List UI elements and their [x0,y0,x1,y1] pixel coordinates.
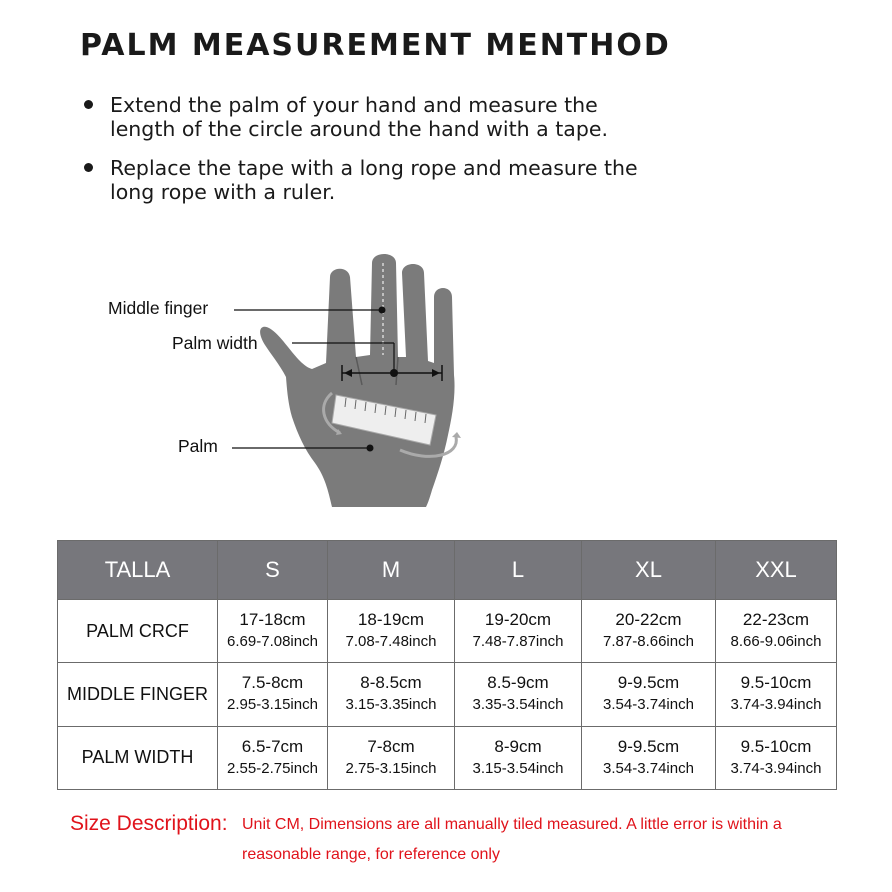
instruction-list [80,93,640,219]
cm-value: 9.5-10cm [740,736,812,756]
size-description-line: Unit CM, Dimensions are all manually tiled measured. A little error is within a [242,816,782,833]
table-header-cell: L [455,541,582,600]
table-cell [716,600,837,663]
inch-value: 3.54-3.74inch [603,759,694,777]
table-cell [328,726,455,789]
cm-value: 8-8.5cm [360,673,422,693]
table-row [58,600,837,663]
cm-value: 8-9cm [494,736,542,756]
cm-value: 20-22cm [615,610,682,630]
cm-value: 9-9.5cm [617,736,680,756]
inch-value: 3.15-3.35inch [345,696,437,714]
row-label: PALM CRCF [58,600,218,663]
hand-illustration [100,245,500,515]
size-table [57,540,837,790]
inch-value: 6.69-7.08inch [227,633,318,651]
table-cell [455,663,582,726]
table-header-cell: M [328,541,455,600]
cm-value: 7-8cm [367,736,415,756]
instruction-text: Replace the tape with a long rope and measure the long rope with a ruler. [110,156,638,204]
cm-value: 22-23cm [742,610,810,630]
inch-value: 2.55-2.75inch [227,759,318,777]
table-cell [716,663,837,726]
table-header-cell: XXL [716,541,837,600]
cm-value: 18-19cm [357,610,425,630]
inch-value: 7.87-8.66inch [603,633,694,651]
inch-value: 3.15-3.54inch [472,759,564,777]
table-header-cell: S [218,541,328,600]
hand-silhouette [260,254,454,507]
table-cell [455,600,582,663]
row-label: PALM WIDTH [58,726,218,789]
cm-value: 19-20cm [484,610,552,630]
inch-value: 8.66-9.06inch [730,633,822,651]
palm-width-label: Palm width [172,333,258,353]
inch-value: 3.54-3.74inch [603,696,694,714]
table-cell [582,600,716,663]
inch-value: 3.74-3.94inch [730,759,822,777]
instruction-item [80,156,640,204]
table-cell [716,726,837,789]
inch-value: 2.75-3.15inch [345,759,437,777]
inch-value: 3.35-3.54inch [472,696,564,714]
cm-value: 7.5-8cm [241,673,304,693]
table-header-cell: XL [582,541,716,600]
cm-value: 6.5-7cm [241,736,304,756]
size-description-line: reasonable range, for reference only [242,846,500,863]
table-row [58,663,837,726]
table-cell [582,663,716,726]
inch-value: 3.74-3.94inch [730,696,822,714]
table-cell [582,726,716,789]
table-cell [218,663,328,726]
table-cell [328,663,455,726]
row-label: MIDDLE FINGER [58,663,218,726]
bullet-icon [84,163,93,172]
bullet-icon [84,100,93,109]
inch-value: 7.48-7.87inch [472,633,564,651]
instruction-text: Extend the palm of your hand and measure the length of the circle around the hand with a tape. [110,93,608,141]
table-cell [328,600,455,663]
table-cell [218,600,328,663]
table-header-cell: TALLA [58,541,218,600]
page-title: PALM MEASUREMENT MENTHOD [80,28,671,63]
hand-diagram [100,245,500,515]
cm-value: 17-18cm [239,610,306,630]
instruction-item [80,93,640,141]
table-row [58,726,837,789]
middle-finger-label: Middle finger [108,298,209,318]
cm-value: 9-9.5cm [617,673,680,693]
table-cell [455,726,582,789]
cm-value: 8.5-9cm [487,673,549,693]
table-cell [218,726,328,789]
palm-label: Palm [178,436,218,456]
inch-value: 7.08-7.48inch [345,633,437,651]
size-description-heading: Size Description: [70,812,228,835]
inch-value: 2.95-3.15inch [227,696,318,714]
cm-value: 9.5-10cm [740,673,812,693]
table-header-row [58,541,837,600]
